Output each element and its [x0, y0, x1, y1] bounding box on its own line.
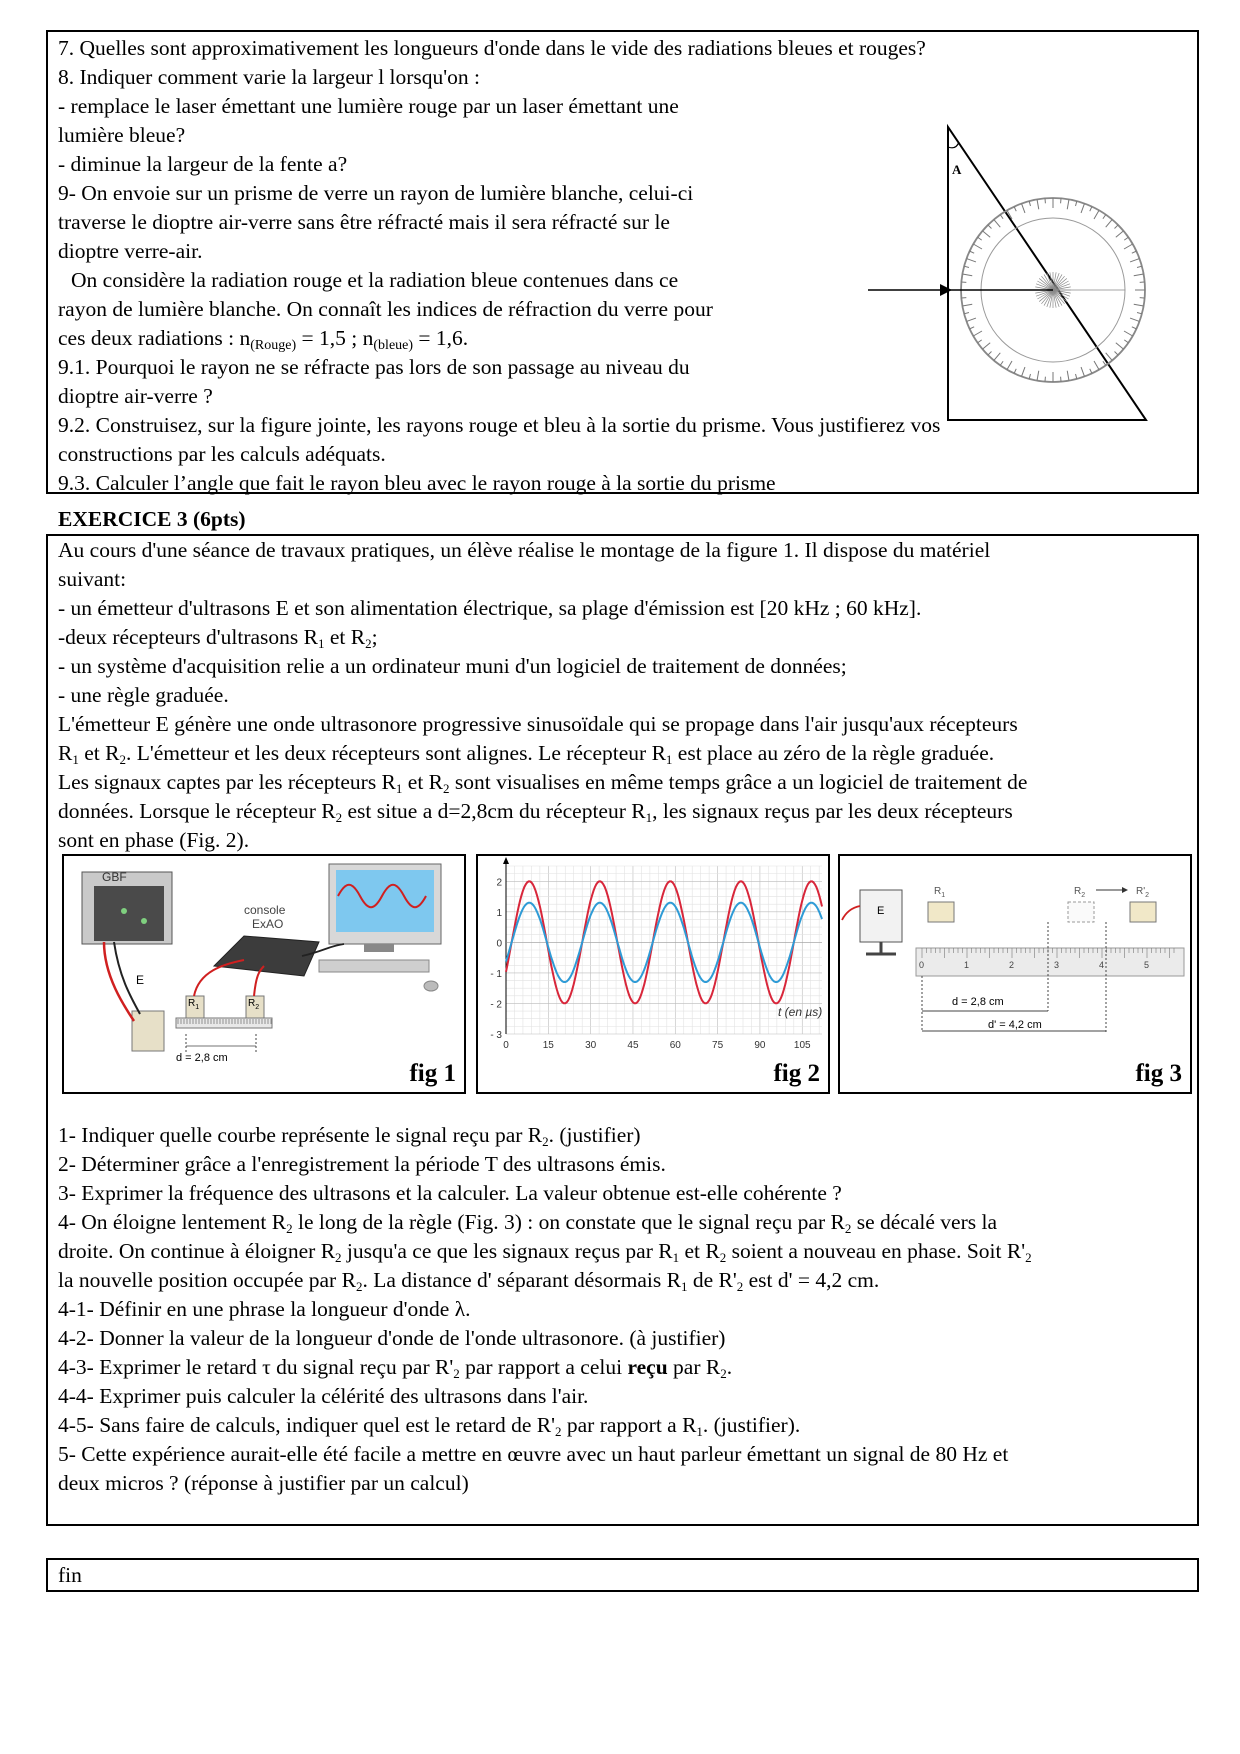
fig3-ruler-label: 2 — [1009, 960, 1015, 970]
y-tick-label: 0 — [496, 938, 502, 950]
protractor-tick — [1094, 210, 1099, 219]
exercise2-box — [46, 30, 1199, 494]
question-4-2: 4-2- Donner la valeur de la longueur d'onde de l'onde ultrasonore. (à justifier) — [58, 1326, 726, 1350]
question-8: 8. Indiquer comment varie la largeur l lorsqu'on : — [58, 65, 481, 89]
fig3-receiver-r2 — [1068, 902, 1094, 922]
x-tick-label: 60 — [669, 1040, 681, 1051]
r1-label: R — [188, 998, 196, 1009]
question-9-1-line1: 9.1. Pourquoi le rayon ne se réfracte pas lors de son passage au niveau du — [58, 355, 690, 379]
x-tick-label: 30 — [585, 1040, 597, 1051]
protractor-tick — [967, 318, 976, 321]
protractor-tick — [1103, 215, 1106, 219]
fig3-receiver-r2p — [1130, 902, 1156, 922]
incident-ray-arrow — [940, 284, 952, 296]
protractor-tick — [1022, 367, 1025, 376]
protractor-tick — [1037, 371, 1039, 381]
fig3-r1-label: R — [934, 886, 942, 897]
fig3-ruler-label: 0 — [919, 960, 925, 970]
protractor-tick — [983, 343, 991, 349]
prism-apex-angle-arc — [948, 142, 959, 148]
gbf-label: GBF — [102, 870, 127, 884]
chart-axes — [503, 857, 822, 1034]
question-8a-line1: - remplace le laser émettant une lumière rouge par un laser émettant une — [58, 94, 679, 118]
fig3-r2-label: R — [1074, 886, 1082, 897]
y-tick-label: 1 — [496, 907, 502, 919]
console-label: console — [244, 903, 286, 917]
intro-line: L'émetteur E génère une onde ultrasonore progressive sinusoïdale qui se propage dans l'air jusqu'aux récepteurs — [58, 712, 1018, 736]
intro-line: sont en phase (Fig. 2). — [58, 828, 250, 852]
x-tick-label: 90 — [754, 1040, 766, 1051]
protractor-tick — [988, 225, 992, 229]
exercise3-title: EXERCICE 3 (6pts) — [58, 507, 246, 531]
protractor-tick — [1067, 371, 1069, 381]
question-4-3: 4-3- Exprimer le retard τ du signal reçu par $R'_2$ par rapport a celui reçu par $R_2$. — [58, 1355, 733, 1381]
fig3-ruler-label: 3 — [1054, 960, 1060, 970]
fig3-label: fig 3 — [1135, 1060, 1182, 1087]
protractor-tick — [978, 237, 982, 240]
question-3: 3- Exprimer la fréquence des ultrasons et la calculer. La valeur obtenue est-elle cohérente ? — [58, 1181, 842, 1205]
exao-label: ExAO — [252, 917, 284, 931]
fig1-label: fig 1 — [409, 1060, 456, 1087]
protractor-tick — [1137, 266, 1142, 267]
protractor-tick — [973, 331, 982, 336]
protractor-tick — [983, 231, 991, 237]
exercise3-intro — [58, 536, 1027, 855]
x-tick-label: 105 — [793, 1040, 811, 1051]
question-9-2-line2: constructions par les calculs adéquats. — [58, 442, 386, 466]
protractor-tick — [1090, 207, 1092, 212]
protractor-tick — [1022, 204, 1025, 213]
protractor-tick — [1116, 343, 1124, 349]
question-9-1-line2: dioptre air-verre ? — [58, 384, 213, 408]
question-4-line2: droite. On continue à éloigner $R_2$ jusqu'a ce que les signaux reçus par $R_1$ et $R_2$ soient a nouveau en phase. Soit $R'_2$ — [58, 1239, 1032, 1265]
emitter-label: E — [136, 973, 145, 987]
question-4-4: 4-4- Exprimer puis calculer la célérité des ultrasons dans l'air. — [58, 1384, 589, 1408]
intro-line: Les signaux captes par les récepteurs $R_1$ et $R_2$ sont visualises en même temps grâce a un logiciel de traitement de — [58, 770, 1028, 796]
protractor-tick — [1081, 204, 1084, 213]
r2-label: R — [248, 998, 256, 1009]
protractor-tick — [1067, 199, 1069, 209]
svg-text:R'2: $R'_2$ — [1136, 886, 1150, 899]
footer-box — [46, 1558, 1199, 1592]
protractor-tick — [1130, 318, 1139, 321]
svg-text:R1: $R_1$ — [188, 998, 200, 1011]
question-8a-line2: lumière bleue? — [58, 123, 186, 147]
protractor-tick — [1103, 361, 1106, 365]
protractor-tick — [1014, 207, 1016, 212]
protractor-tick — [1130, 259, 1139, 262]
protractor-tick — [1029, 201, 1030, 206]
question-5-line1: 5- Cette expérience aurait-elle été facile a mettre en œuvre avec un haut parleur émettant un signal de 80 Hz et — [58, 1442, 1009, 1466]
fig3-dp-label: d' = 4,2 cm — [988, 1019, 1042, 1031]
protractor-tick — [970, 251, 975, 253]
intro-line: suivant: — [58, 567, 127, 591]
question-9-2-line1: 9.2. Construisez, sur la figure jointe, les rayons rouge et bleu à la sortie du prisme. Vous justifierez vos — [58, 413, 941, 437]
x-tick-label: 75 — [712, 1040, 724, 1051]
figure-1-drawing — [64, 856, 464, 1092]
protractor-tick — [1124, 331, 1133, 336]
question-9-line3: dioptre verre-air. — [58, 239, 203, 263]
question-4-line3: la nouvelle position occupée par $R_2$. La distance d' séparant désormais $R_1$ de $R'_2$ est d' = 4,2 cm. — [58, 1268, 880, 1294]
protractor-tick — [973, 244, 982, 249]
y-tick-label: - 3 — [490, 1030, 502, 1041]
protractor-tick — [1094, 361, 1099, 370]
y-tick-label: - 2 — [490, 999, 502, 1011]
question-9-line1: 9- On envoie sur un prisme de verre un rayon de lumière blanche, celui-ci — [58, 181, 694, 205]
fig3-ruler-label: 4 — [1099, 960, 1105, 970]
protractor-tick — [1000, 361, 1003, 365]
protractor-tick — [1115, 225, 1119, 229]
fig3-receiver-r1 — [928, 902, 954, 922]
x-tick-label: 45 — [627, 1040, 639, 1051]
fig3-ruler-label: 5 — [1144, 960, 1150, 970]
monitor-screen — [336, 870, 434, 932]
protractor-tick — [1115, 352, 1119, 356]
question-9-3: 9.3. Calculer l’angle que fait le rayon bleu avec le rayon rouge à la sortie du prisme — [58, 471, 776, 495]
protractor-tick — [1090, 369, 1092, 374]
protractor-tick — [1137, 313, 1142, 314]
emitter — [132, 1011, 164, 1051]
question-4-1: 4-1- Définir en une phrase la longueur d'onde λ. — [58, 1297, 471, 1321]
prism-protractor-figure — [848, 92, 1198, 432]
question-9-indices: ces deux radiations : $n_{(Rouge)} = 1,5$ ; $n_{(bleue)} = 1,6$. — [58, 326, 469, 353]
protractor-tick — [962, 274, 972, 276]
question-4-line1: 4- On éloigne lentement $R_2$ le long de la règle (Fig. 3) : on constate que le signal reçu par $R_2$ se décalé vers la — [58, 1210, 997, 1236]
y-tick-label: 2 — [496, 877, 502, 889]
protractor-tick — [1116, 231, 1124, 237]
protractor-tick — [1014, 369, 1016, 374]
protractor-tick — [988, 352, 992, 356]
protractor-tick — [1134, 274, 1144, 276]
protractor-tick — [994, 353, 1000, 361]
gbf-front — [94, 886, 164, 941]
ruler — [176, 1018, 272, 1028]
protractor-tick — [978, 340, 982, 343]
protractor-tick — [962, 304, 972, 306]
fig3-ruler-label: 1 — [964, 960, 970, 970]
figure-3 — [838, 854, 1192, 1094]
intro-line: données. Lorsque le récepteur $R_2$ est situe a d=2,8cm du récepteur $R_1$, les signaux reçus par les deux récepteurs — [58, 799, 1013, 825]
question-9-line2: traverse le dioptre air-verre sans être réfracté mais il sera réfracté sur le — [58, 210, 670, 234]
protractor-tick — [1076, 201, 1077, 206]
protractor-tick — [1132, 327, 1137, 329]
protractor-tick — [1124, 237, 1128, 240]
intro-line: - un émetteur d'ultrasons E et son alimentation électrique, sa plage d'émission est [20 kHz ; 60 kHz]. — [58, 596, 922, 620]
protractor-tick — [994, 220, 1000, 228]
intro-line: - une règle graduée. — [58, 683, 229, 707]
keyboard — [319, 960, 429, 972]
question-2: 2- Déterminer grâce a l'enregistrement la période T des ultrasons émis. — [58, 1152, 666, 1176]
protractor-tick — [1037, 199, 1039, 209]
distance-label: d = 2,8 cm — [176, 1052, 228, 1064]
question-1: 1- Indiquer quelle courbe représente le signal reçu par $R_2$. (justifier) — [58, 1123, 641, 1149]
x-tick-label: 0 — [503, 1040, 509, 1051]
question-8b: - diminue la largeur de la fente a? — [58, 152, 348, 176]
intro-line: $R_1$ et $R_2$. L'émetteur et les deux récepteurs sont alignes. Le récepteur $R_1$ est place au zéro de la règle graduée. — [58, 741, 995, 767]
prism-apex-label: A — [952, 162, 962, 177]
figure-2 — [476, 854, 830, 1094]
intro-line: -deux récepteurs d'ultrasons $R_1$ et $R_2$; — [58, 625, 378, 651]
protractor-tick — [1106, 353, 1112, 361]
intro-line: - un système d'acquisition relie a un ordinateur muni d'un logiciel de traitement de données; — [58, 654, 847, 678]
figure-1 — [62, 854, 466, 1094]
protractor-tick — [1132, 251, 1137, 253]
chart-xlabel: t (en µs) — [778, 1005, 823, 1019]
mouse — [424, 981, 438, 991]
protractor-tick — [1007, 361, 1012, 370]
svg-text:R2: $R_2$ — [1074, 886, 1086, 899]
svg-text:R2: $R_2$ — [248, 998, 260, 1011]
y-tick-label: - 1 — [490, 968, 502, 980]
question-5-line2: deux micros ? (réponse à justifier par un calcul) — [58, 1471, 469, 1495]
y-axis-arrow — [503, 857, 509, 864]
signal-chart — [478, 856, 828, 1092]
question-4-5: 4-5- Sans faire de calculs, indiquer quel est le retard de $R'_2$ par rapport a $R_1$. (justifier). — [58, 1413, 801, 1439]
protractor-tick — [964, 266, 969, 267]
question-9-line5: rayon de lumière blanche. On connaît les indices de réfraction du verre pour — [58, 297, 713, 321]
figure-3-drawing — [840, 856, 1190, 1092]
protractor-tick — [1106, 220, 1112, 228]
intro-line: Au cours d'une séance de travaux pratiques, un élève réalise le montage de la figure 1. Il dispose du matériel — [58, 538, 991, 562]
fig3-d-label: d = 2,8 cm — [952, 996, 1004, 1008]
exercise3-box — [46, 534, 1199, 1526]
protractor-tick — [1000, 215, 1003, 219]
protractor-tick — [967, 259, 976, 262]
protractor-tick — [970, 327, 975, 329]
protractor-tick — [1124, 340, 1128, 343]
exercise3-questions — [58, 1121, 1032, 1498]
fig3-emitter-label: E — [877, 905, 885, 917]
fig3-r2p-label: R' — [1136, 886, 1146, 897]
protractor-tick — [1029, 374, 1030, 379]
protractor-tick — [1134, 304, 1144, 306]
x-tick-label: 15 — [542, 1040, 554, 1051]
protractor-tick — [1076, 374, 1077, 379]
protractor-tick — [964, 313, 969, 314]
fig2-label: fig 2 — [773, 1060, 820, 1087]
fin-text: fin — [58, 1563, 82, 1587]
protractor-tick — [1124, 244, 1133, 249]
protractor-tick — [1081, 367, 1084, 376]
question-9-line4: On considère la radiation rouge et la radiation bleue contenues dans ce — [71, 268, 679, 292]
question-7: 7. Quelles sont approximativement les longueurs d'onde dans le vide des radiations bleues et rouges? — [58, 36, 926, 60]
svg-text:R1: $R_1$ — [934, 886, 946, 899]
